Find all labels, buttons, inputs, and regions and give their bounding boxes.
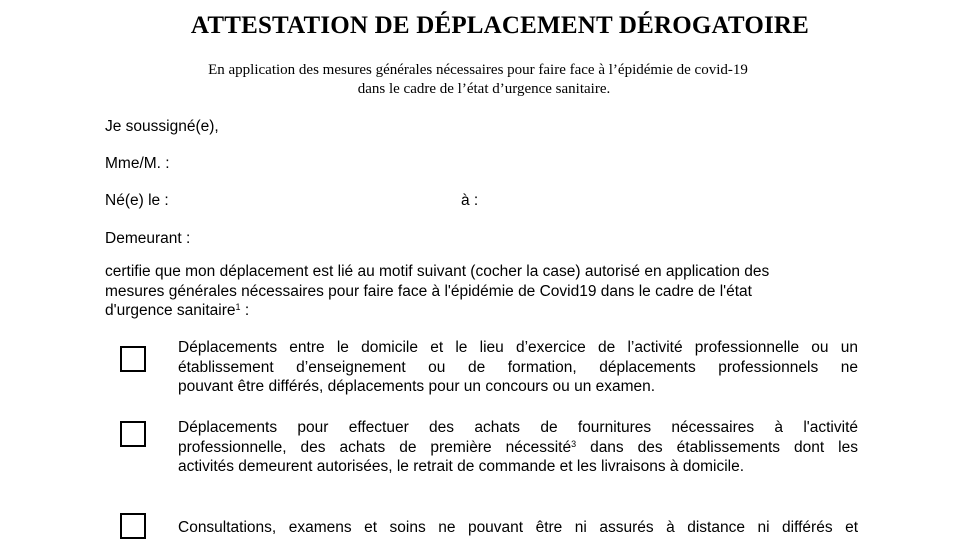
reason-purchases-line-2 <box>178 438 858 458</box>
birth-date-field-label: Né(e) le : <box>105 192 169 209</box>
birth-place-field-label: à : <box>461 192 479 209</box>
footnote-ref-3: 3 <box>571 438 577 449</box>
certify-paragraph <box>105 262 855 321</box>
reason-purchases-line-2-text: professionnelle, des achats de première nécessité <box>178 438 572 456</box>
address-field-label: Demeurant : <box>105 230 191 247</box>
reason-purchases-line-1: Déplacements pour effectuer des achats de fournitures nécessaires à l'activité <box>178 419 858 436</box>
soussigne-label: Je soussigné(e), <box>105 118 219 135</box>
certify-line-3-end: : <box>240 302 250 319</box>
reason-checkbox-work[interactable] <box>120 346 146 372</box>
reason-purchases-line-3: activités demeurent autorisées, le retrait de commande et les livraisons à domicile. <box>178 458 745 475</box>
reason-option-purchases <box>178 418 858 477</box>
reason-checkbox-purchases[interactable] <box>120 421 146 447</box>
name-field-label: Mme/M. : <box>105 155 170 172</box>
reason-option-health <box>178 518 858 538</box>
certify-line-3 <box>105 301 855 321</box>
document-title: ATTESTATION DE DÉPLACEMENT DÉROGATOIRE <box>190 12 810 39</box>
reason-purchases-line-2-end: dans des établissements dont les <box>576 438 858 456</box>
document-subtitle-line-1: En application des mesures générales nécessaires pour faire face à l’épidémie de covid-19 <box>208 62 748 78</box>
document-subtitle-line-2: dans le cadre de l’état d’urgence sanitaire. <box>357 81 611 97</box>
reason-checkbox-health[interactable] <box>120 513 146 539</box>
footnote-ref-1: 1 <box>235 302 241 312</box>
reason-option-work <box>178 338 858 397</box>
certify-line-1: certifie que mon déplacement est lié au motif suivant (cocher la case) autorisé en application des <box>105 263 770 280</box>
reason-work-line-2: établissement d’enseignement ou de formation, déplacements professionnels ne <box>178 358 858 376</box>
certify-line-3-text: d'urgence sanitaire <box>105 302 236 319</box>
reason-work-line-1: Déplacements entre le domicile et le lieu d’exercice de l’activité professionnelle ou un <box>178 339 858 356</box>
certify-line-2: mesures générales nécessaires pour faire face à l'épidémie de Covid19 dans le cadre de l'état <box>105 282 752 300</box>
reason-health-line-1: Consultations, examens et soins ne pouvant être ni assurés à distance ni différés et <box>178 519 858 536</box>
reason-work-line-3: pouvant être différés, déplacements pour un concours ou un examen. <box>178 378 656 395</box>
